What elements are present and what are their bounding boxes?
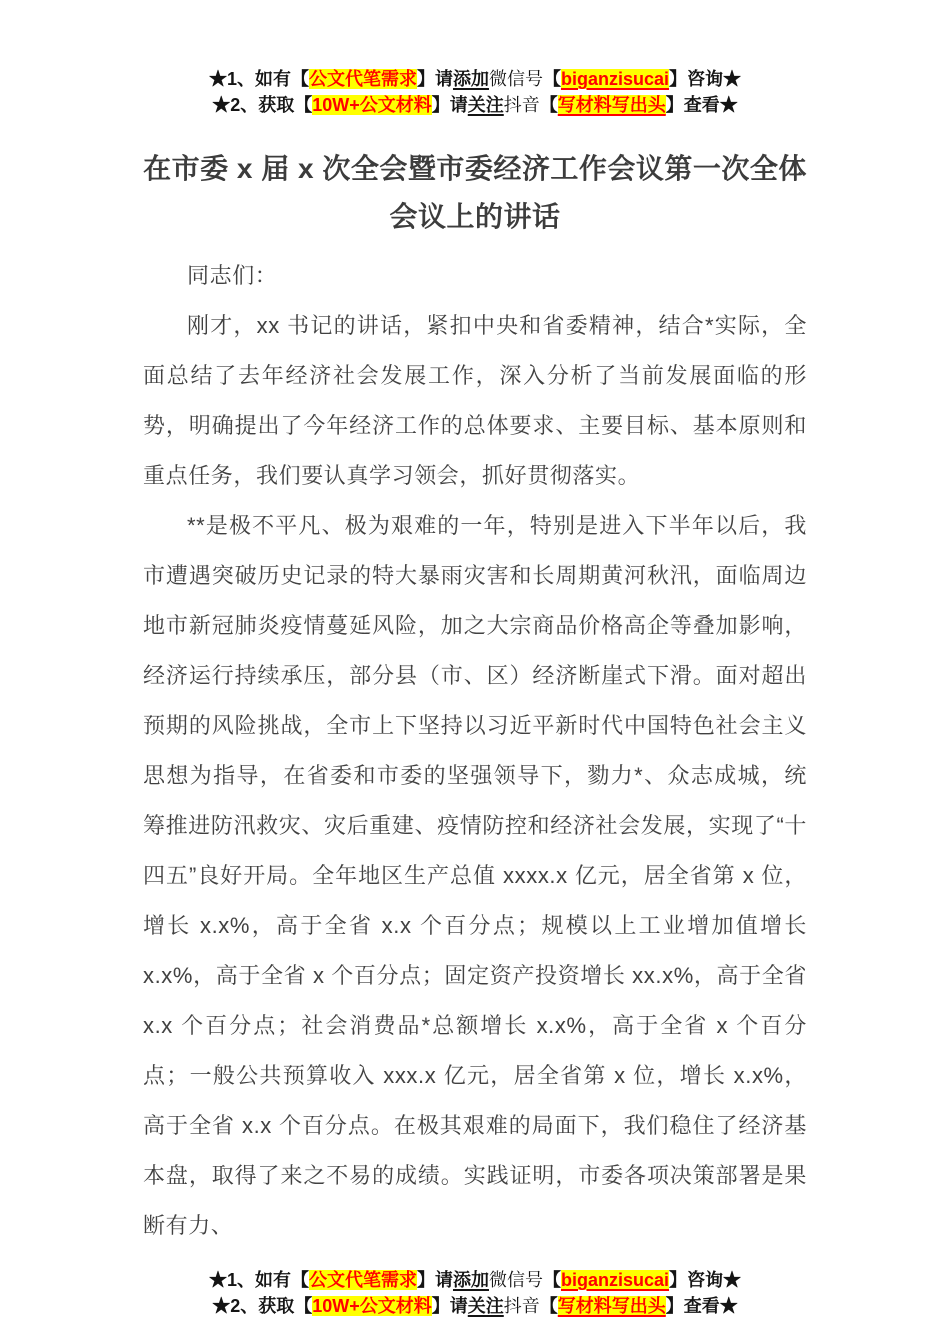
promo-segment: 】请 bbox=[416, 69, 453, 89]
promo-segment: 【 bbox=[539, 95, 558, 115]
promo-segment: 抖音 bbox=[503, 1296, 540, 1316]
promo-segment: 】请 bbox=[416, 1270, 453, 1290]
promo-footer bbox=[143, 1267, 807, 1319]
promo-header-line-1 bbox=[143, 66, 807, 92]
promo-segment: 微信号 bbox=[488, 69, 543, 89]
promo-segment: 写材料写出头 bbox=[557, 1296, 666, 1316]
promo-segment: 抖音 bbox=[503, 95, 540, 115]
promo-segment: 写材料写出头 bbox=[557, 95, 666, 115]
promo-segment: 】咨询★ bbox=[669, 1270, 742, 1290]
promo-segment: ★2、获取【 bbox=[212, 95, 313, 115]
promo-segment: 关注 bbox=[467, 95, 504, 115]
promo-segment: 10W+公文材料 bbox=[312, 95, 432, 115]
promo-segment: biganzisucai bbox=[560, 1270, 670, 1290]
promo-segment: 添加 bbox=[452, 1270, 489, 1290]
promo-segment: 公文代笔需求 bbox=[308, 1270, 417, 1290]
paragraph-2: **是极不平凡、极为艰难的一年，特别是进入下半年以后，我市遭遇突破历史记录的特大暴雨灾害和长周期黄河秋汛，面临周边地市新冠肺炎疫情蔓延风险，加之大宗商品价格高企等叠加影响，经济运行持续承压，部分县（市、区）经济断崖式下滑。面对超出预期的风险挑战，全市上下坚持以习近平新时代中国特色社会主义思想为指导，在省委和市委的坚强领导下，勠力*、众志成城，统筹推进防汛救灾、灾后重建、疫情防控和经济社会发展，实现了“十四五”良好开局。全年地区生产总值 xxxx.x 亿元，居全省第 x 位，增长 x.x%，高于全省 x.x 个百分点；规模以上工业增加值增长 x.x%，高于全省 x 个百分点；固定资产投资增长 xx.x%，高于全省 x.x 个百分点；社会消费品*总额增长 x.x%，高于全省 x 个百分点；一般公共预算收入 xxx.x 亿元，居全省第 x 位，增长 x.x%，高于全省 x.x 个百分点。在极其艰难的局面下，我们稳住了经济基本盘，取得了来之不易的成绩。实践证明，市委各项决策部署是果断有力、 bbox=[143, 513, 807, 1238]
promo-segment: 】咨询★ bbox=[669, 69, 742, 89]
paragraph-salutation: 同志们： bbox=[187, 263, 278, 288]
promo-segment: 【 bbox=[542, 1270, 561, 1290]
promo-segment: 【 bbox=[542, 69, 561, 89]
promo-segment: 】查看★ bbox=[665, 1296, 738, 1316]
document-body bbox=[143, 251, 807, 1251]
promo-segment: 【 bbox=[539, 1296, 558, 1316]
promo-segment: biganzisucai bbox=[560, 69, 670, 89]
document-title: 在市委 x 届 x 次全会暨市委经济工作会议第一次全体会议上的讲话 bbox=[143, 153, 807, 232]
paragraph-1: 刚才，xx 书记的讲话，紧扣中央和省委精神，结合*实际，全面总结了去年经济社会发展工作，深入分析了当前发展面临的形势，明确提出了今年经济工作的总体要求、主要目标、基本原则和重点任务，我们要认真学习领会，抓好贯彻落实。 bbox=[143, 313, 807, 488]
promo-header bbox=[143, 66, 807, 118]
promo-segment: 公文代笔需求 bbox=[308, 69, 417, 89]
promo-segment: ★1、如有【 bbox=[208, 1270, 309, 1290]
promo-footer-line-2 bbox=[143, 1293, 807, 1319]
promo-header-line-2 bbox=[143, 92, 807, 118]
promo-footer-line-1 bbox=[143, 1267, 807, 1293]
promo-segment: 添加 bbox=[452, 69, 489, 89]
promo-segment: 】请 bbox=[431, 95, 468, 115]
promo-segment: ★1、如有【 bbox=[208, 69, 309, 89]
promo-segment: 关注 bbox=[467, 1296, 504, 1316]
promo-segment: 】请 bbox=[431, 1296, 468, 1316]
promo-segment: 微信号 bbox=[488, 1270, 543, 1290]
promo-segment: 10W+公文材料 bbox=[312, 1296, 432, 1316]
promo-segment: ★2、获取【 bbox=[212, 1296, 313, 1316]
promo-segment: 】查看★ bbox=[665, 95, 738, 115]
